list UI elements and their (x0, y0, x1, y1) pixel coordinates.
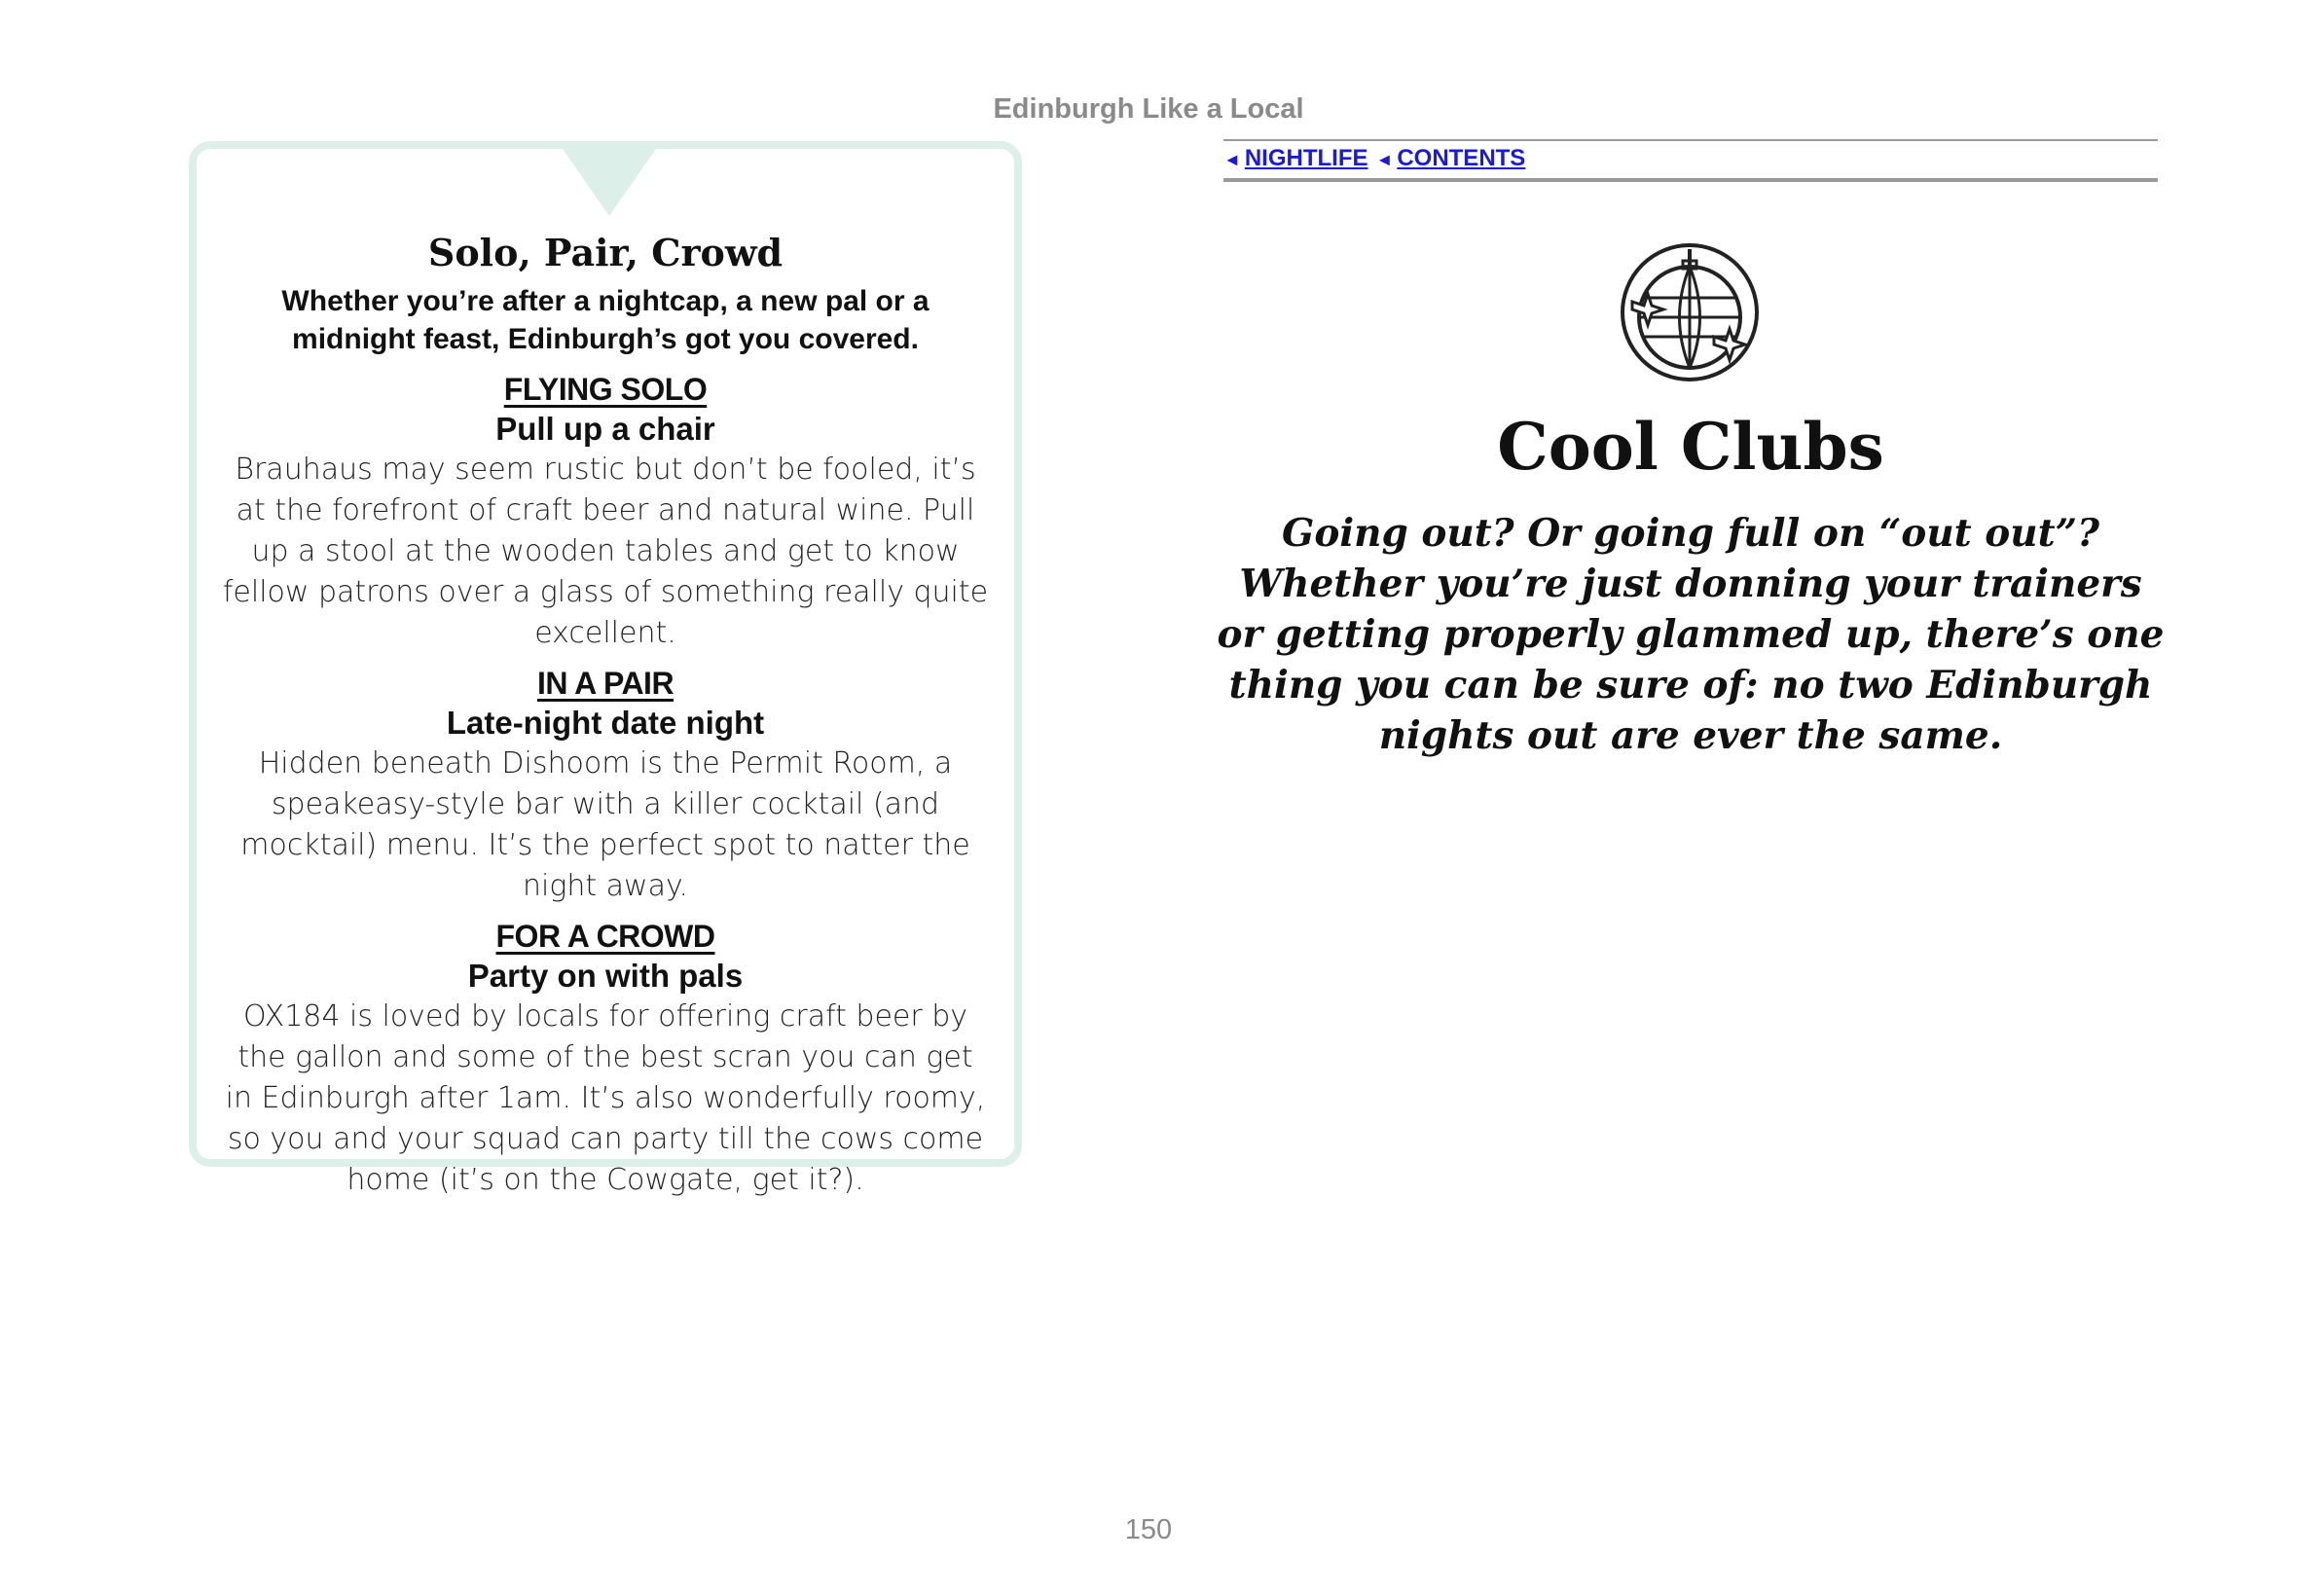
section-for-a-crowd (220, 917, 991, 1201)
section-label: IN A PAIR (536, 665, 675, 701)
page-number: 150 (1124, 1514, 1173, 1545)
sidebar-content (220, 232, 991, 1211)
section-label: FOR A CROWD (495, 918, 715, 954)
book-title: Edinburgh Like a Local (993, 93, 1304, 125)
section-heading: Pull up a chair (495, 410, 715, 447)
section-heading: Late-night date night (446, 704, 765, 741)
contents-link[interactable]: CONTENTS (1397, 145, 1526, 171)
section-in-a-pair (220, 664, 991, 907)
section-flying-solo (220, 370, 991, 654)
section-body: OX184 is loved by locals for offering craft beer by the gallon and some of the best scran you can get in Edinburgh after 1am. It’s also wonderfully roomy, so you and your squad can party till the cows come home (it’s on the Cowgate, get it?). (225, 998, 986, 1197)
sidebar-title: Solo, Pair, Crowd (427, 231, 784, 274)
chapter-intro: Going out? Or going full on “out out”? Whether you’re just donning your trainers or getting properly glammed up, there’s one thing you can be sure of: no two Edinburgh nights out are ever the same. (1217, 511, 2165, 758)
back-arrow-icon: ◄ (1375, 150, 1394, 169)
nav-bar (1223, 139, 2158, 182)
back-arrow-icon: ◄ (1223, 150, 1241, 169)
chapter-title: Cool Clubs (1497, 409, 1884, 485)
section-label: FLYING SOLO (503, 371, 708, 407)
box-notch (561, 146, 658, 216)
section-body: Hidden beneath Dishoom is the Permit Room, a speakeasy-style bar with a killer cocktail (and mocktail) menu. It’s the perfect spot to natter the night away. (240, 745, 970, 903)
disco-ball-icon (1619, 241, 1761, 383)
sidebar-subtitle: Whether you’re after a nightcap, a new pal or a midnight feast, Edinburgh’s got you covered. (281, 284, 930, 355)
nightlife-link[interactable]: NIGHTLIFE (1244, 145, 1368, 171)
section-heading: Party on with pals (467, 957, 744, 994)
section-body: Brauhaus may seem rustic but don’t be fooled, it’s at the forefront of craft beer and natural wine. Pull up a stool at the wooden tables and get to know fellow patrons over a glass of something really quite excellent. (222, 452, 989, 650)
